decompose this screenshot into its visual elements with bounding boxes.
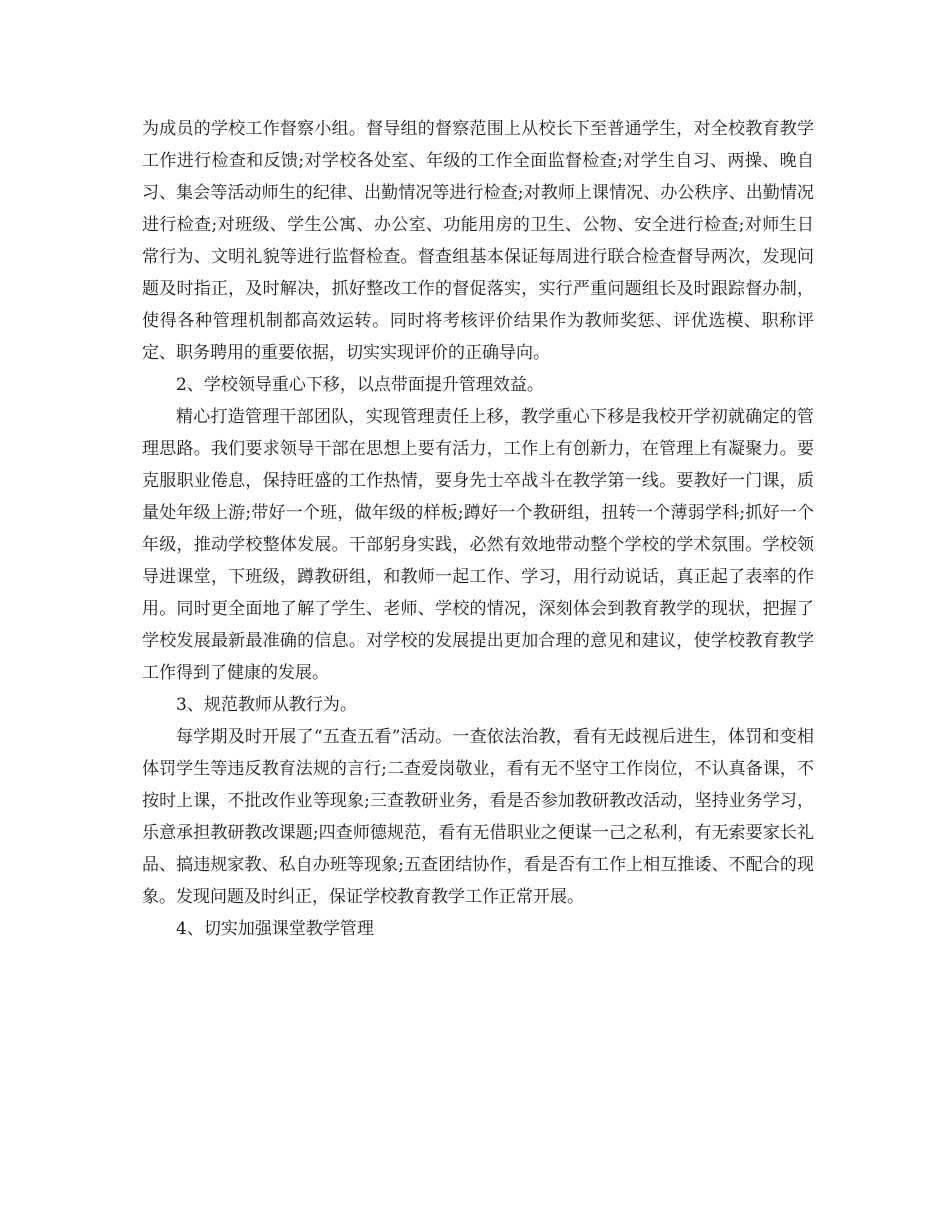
section-heading-classroom-management: 4、切实加强课堂教学管理 <box>176 919 374 939</box>
paragraph-teacher-conduct: 每学期及时开展了“五查五看”活动。一查依法治教，看有无歧视后进生，体罚和变相体罚学生等违反教育法规的言行;二查爱岗敬业，看有无不坚守工作岗位，不认真备课，不按时上课，不批改作业等现象;三查教研业务，看是否参加教研教改活动，坚持业务学习，乐意承担教研教改课题;四查师德规范，看有无借职业之便谋一己之私利，有无索要家长礼品、搞违规家教、私自办班等现象;五查团结协作，看是否有工作上相互推诿、不配合的现象。发现问题及时纠正，保证学校教育教学工作正常开展。 <box>142 727 814 907</box>
document-body <box>142 113 814 945</box>
paragraph-supervision-group: 为成员的学校工作督察小组。督导组的督察范围上从校长下至普通学生，对全校教育教学工作进行检查和反馈;对学校各处室、年级的工作全面监督检查;对学生自习、两操、晚自习、集会等活动师生的纪律、出勤情况等进行检查;对教师上课情况、办公秩序、出勤情况进行检查;对班级、学生公寓、办公室、功能用房的卫生、公物、安全进行检查;对师生日常行为、文明礼貌等进行监督检查。督查组基本保证每周进行联合检查督导两次，发现问题及时指正，及时解决，抓好整改工作的督促落实，实行严重问题组长及时跟踪督办制，使得各种管理机制都高效运转。同时将考核评价结果作为教师奖惩、评优选模、职称评定、职务聘用的重要依据，切实实现评价的正确导向。 <box>142 119 814 363</box>
section-heading-teacher-conduct: 3、规范教师从教行为。 <box>176 695 357 715</box>
paragraph-leadership: 精心打造管理干部团队，实现管理责任上移，教学重心下移是我校开学初就确定的管理思路。我们要求领导干部在思想上要有活力，工作上有创新力，在管理上有凝聚力。要克服职业倦息，保持旺盛的工作热情，要身先士卒战斗在教学第一线。要教好一门课，质量处年级上游;带好一个班，做年级的样板;蹲好一个教研组，扭转一个薄弱学科;抓好一个年级，推动学校整体发展。干部躬身实践，必然有效地带动整个学校的学术氛围。学校领导进课堂，下班级，蹲教研组，和教师一起工作、学习，用行动说话，真正起了表率的作用。同时更全面地了解了学生、老师、学校的情况，深刻体会到教育教学的现状，把握了学校发展最新最准确的信息。对学校的发展提出更加合理的意见和建议，使学校教育教学工作得到了健康的发展。 <box>142 407 814 683</box>
section-heading-leadership: 2、学校领导重心下移，以点带面提升管理效益。 <box>176 375 544 395</box>
